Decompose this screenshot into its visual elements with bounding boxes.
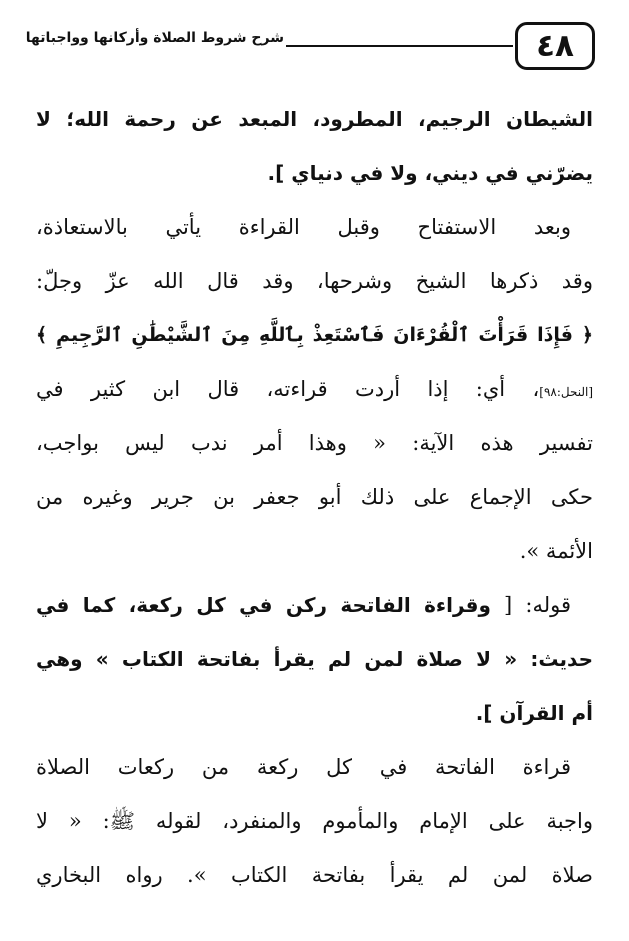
text-line: حكى الإجماع على ذلك أبو جعفر بن جرير وغيره من <box>36 485 593 509</box>
text-line <box>36 362 593 416</box>
page-header <box>25 22 595 74</box>
text-line: أم القرآن ]. <box>475 701 593 725</box>
text-line: يضرّني في ديني، ولا في دنياي ]. <box>267 161 593 185</box>
text-line: الأئمة ». <box>519 539 593 563</box>
text-segment: قوله: [ <box>490 593 571 617</box>
text-line: تفسير هذه الآية: « وهذا أمر ندب ليس بواجب، <box>36 431 593 455</box>
text-line: وبعد الاستفتاح وقبل القراءة يأتي بالاستعاذة، <box>36 215 571 239</box>
text-line: صلاة لمن لم يقرأ بفاتحة الكتاب ». رواه البخاري <box>36 863 593 887</box>
page-body <box>36 92 593 902</box>
header-rule <box>286 45 513 47</box>
quran-verse: ﴿ فَإِذَا قَرَأْتَ ٱلْقُرْءَانَ فَٱسْتَعِذْ بِٱللَّهِ مِنَ ٱلشَّيْطَٰنِ ٱلرَّجِيمِ ﴾ <box>36 324 593 346</box>
page-number: ٤٨ <box>515 22 595 70</box>
running-title: شرح شروط الصلاة وأركانها وواجباتها <box>25 30 284 46</box>
text-line: قراءة الفاتحة في كل ركعة من ركعات الصلاة <box>36 755 571 779</box>
bold-segment: وقراءة الفاتحة ركن في كل ركعة، كما في <box>36 593 491 617</box>
verse-reference: [النحل:٩٨] <box>539 385 593 399</box>
text-line: وقد ذكرها الشيخ وشرحها، وقد قال الله عزّ وجلّ: <box>36 269 593 293</box>
text-line <box>36 578 593 632</box>
text-line: واجبة على الإمام والمأموم والمنفرد، لقوله ﷺ: « لا <box>36 809 593 833</box>
text-line: الشيطان الرجيم، المطرود، المبعد عن رحمة الله؛ لا <box>36 107 593 131</box>
text-segment: ، أي: إذا أردت قراءته، قال ابن كثير في <box>36 377 540 401</box>
text-line: حديث: « لا صلاة لمن لم يقرأ بفاتحة الكتاب » وهي <box>36 647 593 671</box>
